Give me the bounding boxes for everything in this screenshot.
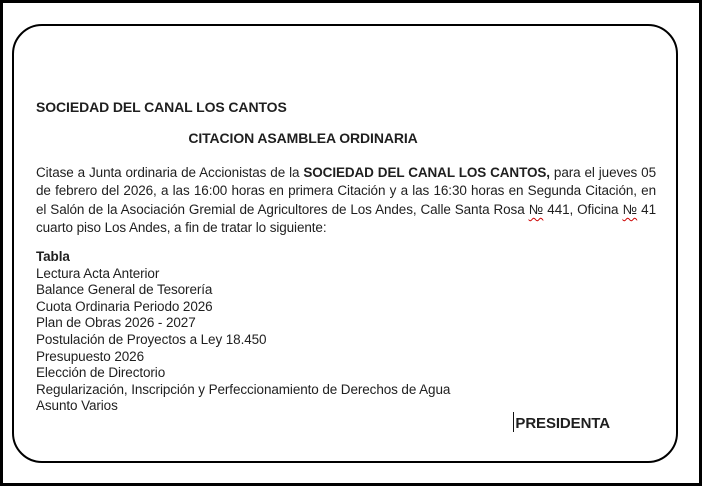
agenda-item: Plan de Obras 2026 - 2027 xyxy=(36,315,196,331)
intro-paragraph xyxy=(36,164,656,238)
agenda-heading: Tabla xyxy=(36,249,70,264)
intro-text-2: para el jueves 05 de febrero del 2026, a las 16:00 horas en primera Citación y a las 16:30 horas en Segunda Citación, en el Salón de la Asociación Gremial de Agricultores de Los Andes, Calle Santa Rosa xyxy=(36,165,656,217)
numero-sign-1: № xyxy=(528,201,544,217)
agenda-item: Postulación de Proyectos a Ley 18.450 xyxy=(36,331,267,347)
agenda-item: Lectura Acta Anterior xyxy=(36,265,160,281)
agenda-item: Balance General de Tesorería xyxy=(36,282,213,298)
signature-row xyxy=(36,412,610,433)
agenda-item: Asunto Varios xyxy=(36,398,118,414)
intro-text-4: 41 cuarto piso Los Andes, a fin de tratar lo siguiente: xyxy=(36,201,656,236)
agenda-list xyxy=(36,249,656,415)
numero-sign-2: № xyxy=(622,201,638,217)
signature-label: PRESIDENTA xyxy=(515,415,610,432)
agenda-item: Cuota Ordinaria Periodo 2026 xyxy=(36,298,213,314)
intro-text-1: Citase a Junta ordinaria de Accionistas de la xyxy=(36,165,304,180)
agenda-item: Regularización, Inscripción y Perfeccionamiento de Derechos de Agua xyxy=(36,381,451,397)
intro-text-3: 441, Oficina xyxy=(543,201,623,217)
document-title: CITACION ASAMBLEA ORDINARIA xyxy=(188,130,418,146)
intro-org-name-bold: SOCIEDAD DEL CANAL LOS CANTOS, xyxy=(303,165,550,180)
agenda-item: Presupuesto 2026 xyxy=(36,348,144,364)
org-name-heading: SOCIEDAD DEL CANAL LOS CANTOS xyxy=(36,99,287,115)
agenda-item: Elección de Directorio xyxy=(36,365,166,381)
